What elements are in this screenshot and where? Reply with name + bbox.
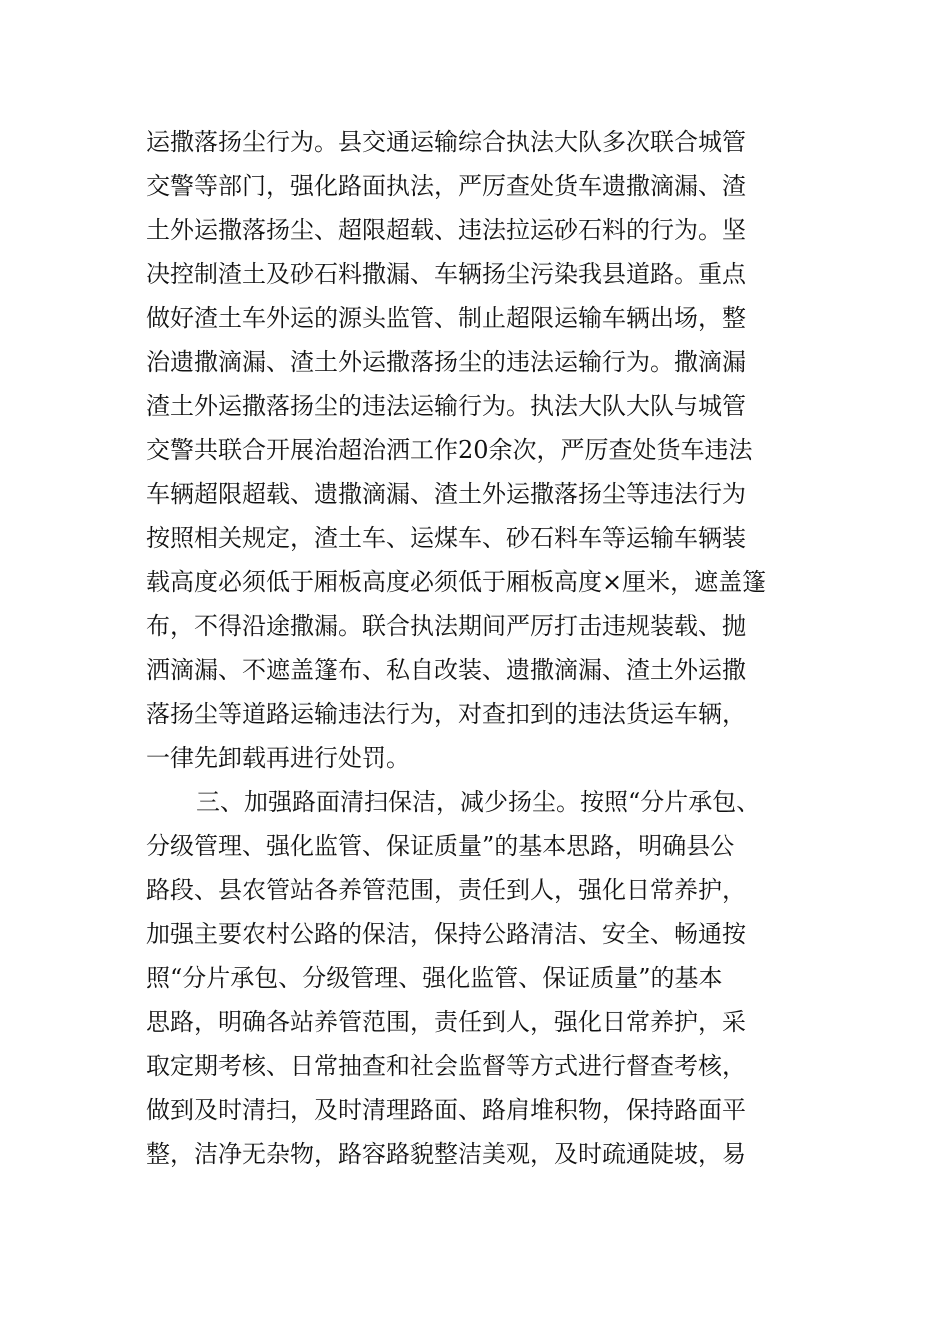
text-line: 分级管理、强化监管、保证质量”的基本思路，明确县公 [146,832,735,860]
text-line: 一律先卸载再进行处罚。 [146,744,410,772]
text-line: 思路，明确各站养管范围，责任到人，强化日常养护，采 [146,1008,746,1036]
text-line: 照“分片承包、分级管理、强化监管、保证质量”的基本 [146,964,723,992]
text-line: 取定期考核、日常抽查和社会监督等方式进行督查考核， [146,1052,746,1080]
text-line: 运撒落扬尘行为。县交通运输综合执法大队多次联合城管 [146,128,746,156]
text-line: 做到及时清扫，及时清理路面、路肩堆积物，保持路面平 [146,1096,746,1124]
text-line: 布，不得沿途撒漏。联合执法期间严厉打击违规装载、抛 [146,612,746,640]
text-line: 路段、县农管站各养管范围，责任到人，强化日常养护， [146,876,746,904]
text-line: 加强主要农村公路的保洁，保持公路清洁、安全、畅通按 [146,920,746,948]
text-line: 交警共联合开展治超治洒工作20余次，严厉查处货车违法 [146,436,753,464]
text-line: 交警等部门，强化路面执法，严厉查处货车遗撒滴漏、渣 [146,172,746,200]
text-line: 土外运撒落扬尘、超限超载、违法拉运砂石料的行为。坚 [146,216,746,244]
text-line: 渣土外运撒落扬尘的违法运输行为。执法大队大队与城管 [146,392,746,420]
text-line: 整，洁净无杂物，路容路貌整洁美观，及时疏通陡坡，易 [146,1140,746,1168]
paragraph-start-line: 三、加强路面清扫保洁，减少扬尘。按照“分片承包、 [196,788,761,816]
text-line: 做好渣土车外运的源头监管、制止超限运输车辆出场，整 [146,304,746,332]
text-line: 落扬尘等道路运输违法行为，对查扣到的违法货运车辆， [146,700,746,728]
text-line: 洒滴漏、不遮盖篷布、私自改装、遗撒滴漏、渣土外运撒 [146,656,746,684]
text-line: 按照相关规定，渣土车、运煤车、砂石料车等运输车辆装 [146,524,746,552]
text-line: 决控制渣土及砂石料撒漏、车辆扬尘污染我县道路。重点 [146,260,746,288]
text-line: 治遗撒滴漏、渣土外运撒落扬尘的违法运输行为。撒滴漏 [146,348,746,376]
text-line: 载高度必须低于厢板高度必须低于厢板高度×厘米，遮盖篷 [146,568,767,596]
text-line: 车辆超限超载、遗撒滴漏、渣土外运撒落扬尘等违法行为 [146,480,746,508]
